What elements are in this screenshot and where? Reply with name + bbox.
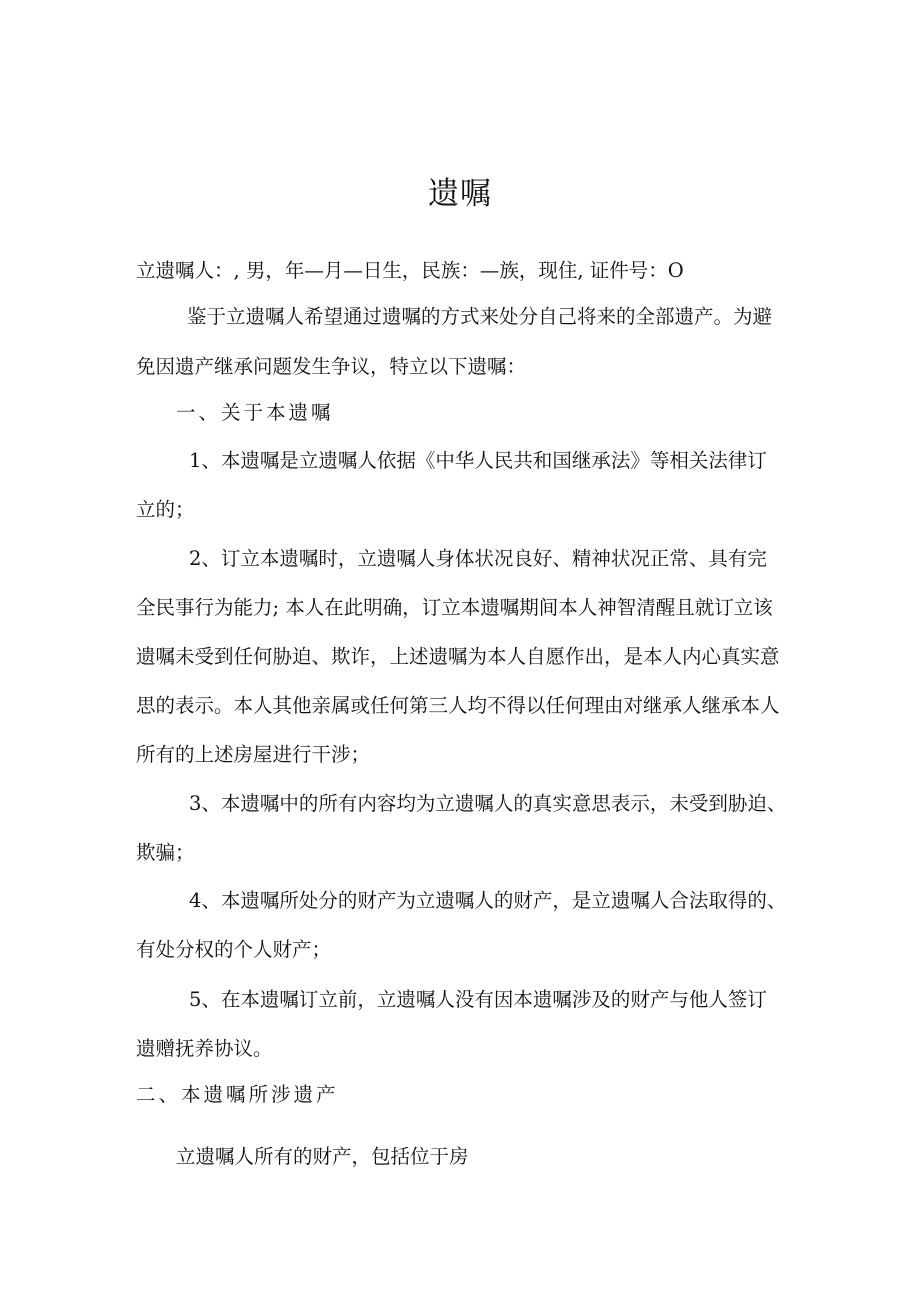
clause-1-line-1: 1、本遗嘱是立遗嘱人依据《中华人民共和国继承法》等相关法律订 (189, 449, 767, 472)
intro-line-1: 鉴于立遗嘱人希望通过遗嘱的方式来处分自己将来的全部遗产。为避 (187, 305, 773, 328)
clause-5-line-1: 5、在本遗嘱订立前，立遗嘱人没有因本遗嘱涉及的财产与他人签订 (189, 988, 767, 1011)
clause-2-line-2: 全民事行为能力; 本人在此明确，订立本遗嘱期间本人神智清醒且就订立该 (136, 596, 773, 619)
property-line: 立遗嘱人所有的财产，包括位于房 (176, 1145, 469, 1168)
clause-4-line-1: 4、本遗嘱所处分的财产为立遗嘱人的财产，是立遗嘱人合法取得的、 (189, 889, 787, 912)
section-heading-1: 一、关于本遗嘱 (176, 401, 334, 424)
clause-1-line-2: 立的； (136, 498, 195, 521)
clause-4-line-2: 有处分权的个人财产； (136, 938, 332, 961)
testator-info-line: 立遗嘱人：, 男，年—月—日生，民族：—族，现住, 证件号：O (136, 259, 684, 282)
clause-2-line-5: 所有的上述房屋进行干涉； (136, 743, 371, 766)
clause-3-line-1: 3、本遗嘱中的所有内容均为立遗嘱人的真实意思表示，未受到胁迫、 (189, 792, 787, 815)
intro-line-2: 免因遗产继承问题发生争议，特立以下遗嘱： (136, 355, 527, 378)
clause-2-line-1: 2、订立本遗嘱时，立遗嘱人身体状况良好、精神状况正常、具有完 (189, 547, 767, 570)
clause-5-line-2: 遗赠抚养协议。 (136, 1037, 273, 1060)
clause-2-line-4: 思的表示。本人其他亲属或任何第三人均不得以任何理由对继承人继承本人 (136, 694, 780, 717)
document-title: 遗嘱 (428, 176, 492, 212)
section-heading-2: 二、本遗嘱所涉遗产 (136, 1083, 339, 1106)
clause-3-line-2: 欺骗； (136, 841, 195, 864)
clause-2-line-3: 遗嘱未受到任何胁迫、欺诈，上述遗嘱为本人自愿作出，是本人内心真实意 (136, 645, 780, 668)
